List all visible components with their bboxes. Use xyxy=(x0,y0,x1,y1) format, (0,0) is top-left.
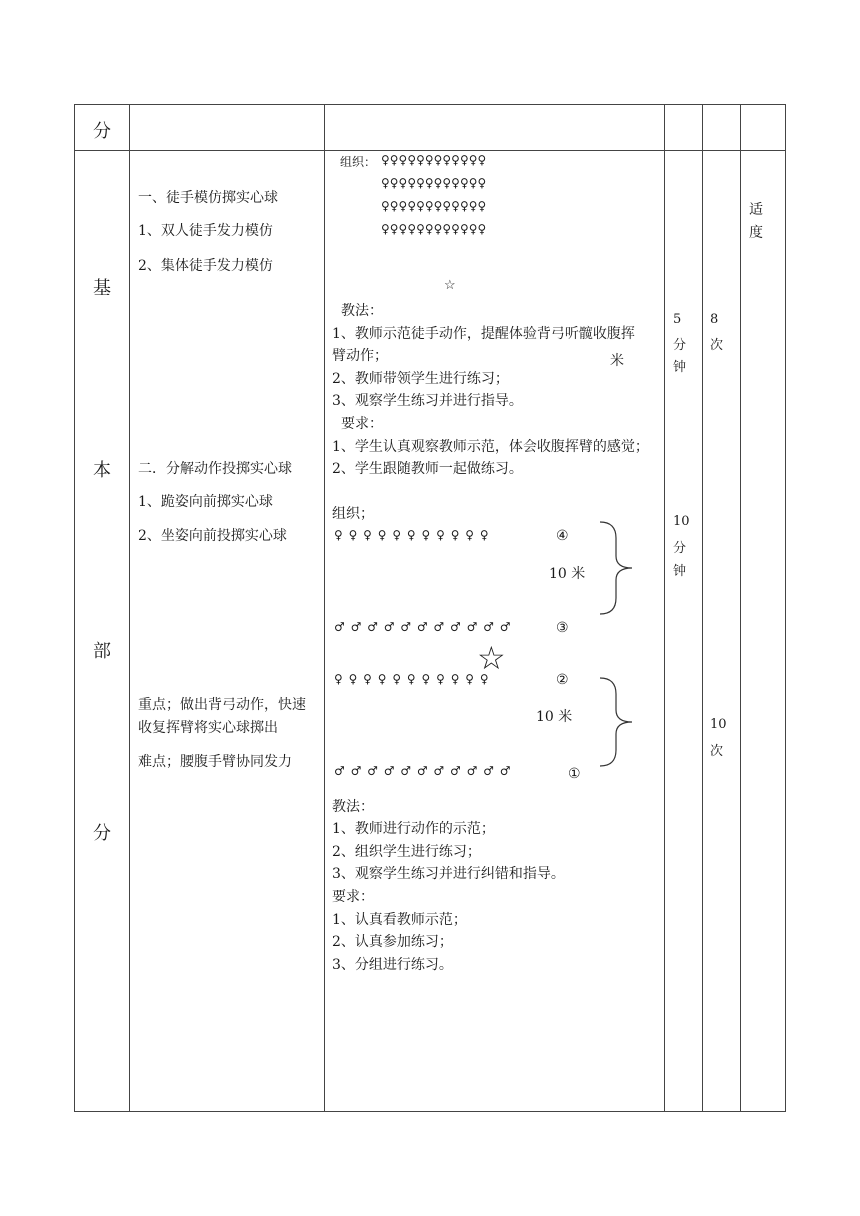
distance-label-bottom: 10 米 xyxy=(536,709,573,725)
section-label-char-2: 本 xyxy=(93,460,111,481)
time-2-number: 10 xyxy=(673,514,690,529)
rule-col6 xyxy=(785,104,786,1112)
rule-header-bottom xyxy=(74,150,786,151)
count-1-unit: 次 xyxy=(710,338,724,353)
time-1-unit-1: 分 xyxy=(673,338,687,353)
section-label-char-3: 部 xyxy=(93,641,111,662)
rule-col0 xyxy=(74,104,75,1112)
part2-title: 二．分解动作投掷实心球 xyxy=(138,461,292,477)
difficulty-point: 难点；腰腹手臂协同发力 xyxy=(138,754,292,770)
female-formation-row-4: ♀♀♀♀♀♀♀♀♀♀♀♀ xyxy=(381,222,487,236)
part2-item-1: 1、跪姿向前掷实心球 xyxy=(138,494,273,510)
rule-col2 xyxy=(324,104,325,1112)
count-2-number: 10 xyxy=(710,717,727,732)
method1-item-1a: 1、教师示范徒手动作，提醒体验背弓听髋收腹挥 xyxy=(332,326,635,342)
method2-item-1: 1、教师进行动作的示范； xyxy=(332,821,495,837)
intensity-char-2: 度 xyxy=(749,225,763,241)
rule-col4 xyxy=(702,104,703,1112)
group1-male-row: ♂ ♂ ♂ ♂ ♂ ♂ ♂ ♂ ♂ ♂ ♂ xyxy=(334,764,512,778)
method1-item-2: 2、教师带领学生进行练习； xyxy=(332,371,509,387)
req1-item-1: 1、学生认真观察教师示范，体会收腹挥臂的感觉； xyxy=(332,439,649,455)
group1-marker: ① xyxy=(568,766,581,782)
time-2-unit-2: 钟 xyxy=(673,564,687,579)
count-2-unit: 次 xyxy=(710,744,724,759)
brace-bottom xyxy=(598,676,638,768)
method2-item-3: 3、观察学生练习并进行纠错和指导。 xyxy=(332,866,565,882)
teacher-star-big-icon: ☆ xyxy=(477,639,506,677)
rule-top xyxy=(74,104,786,105)
group2-marker: ② xyxy=(556,672,569,688)
method1-item-3: 3、观察学生练习并进行指导。 xyxy=(332,393,523,409)
group3-marker: ③ xyxy=(556,620,569,636)
req2-item-3: 3、分组进行练习。 xyxy=(332,957,453,973)
rule-col1 xyxy=(129,104,130,1112)
intensity-char-1: 适 xyxy=(749,202,763,218)
part1-item-2: 2、集体徒手发力模仿 xyxy=(138,258,273,274)
req1-item-2: 2、学生跟随教师一起做练习。 xyxy=(332,461,523,477)
rule-col3 xyxy=(664,104,665,1112)
distance-label-top: 10 米 xyxy=(549,566,586,582)
female-formation-row-2: ♀♀♀♀♀♀♀♀♀♀♀♀ xyxy=(381,176,487,190)
method1-item-1b: 臂动作； xyxy=(332,348,388,364)
key-point-line-1: 重点；做出背弓动作，快速 xyxy=(138,697,306,713)
count-1-number: 8 xyxy=(710,312,719,327)
rule-col5 xyxy=(740,104,741,1112)
time-1-unit-2: 钟 xyxy=(673,360,687,375)
time-1-number: 5 xyxy=(673,312,682,327)
female-formation-row-1: ♀♀♀♀♀♀♀♀♀♀♀♀ xyxy=(381,153,487,167)
female-formation-row-3: ♀♀♀♀♀♀♀♀♀♀♀♀ xyxy=(381,199,487,213)
part2-item-2: 2、坐姿向前投掷实心球 xyxy=(138,528,287,544)
method1-mi: 米 xyxy=(610,353,624,369)
method2-item-2: 2、组织学生进行练习； xyxy=(332,844,481,860)
group2-female-row: ♀ ♀ ♀ ♀ ♀ ♀ ♀ ♀ ♀ ♀ ♀ xyxy=(334,672,490,686)
group3-male-row: ♂ ♂ ♂ ♂ ♂ ♂ ♂ ♂ ♂ ♂ ♂ xyxy=(334,620,512,634)
org1-label: 组织： xyxy=(340,155,377,169)
req1-label: 要求： xyxy=(341,416,383,432)
group4-female-row: ♀ ♀ ♀ ♀ ♀ ♀ ♀ ♀ ♀ ♀ ♀ xyxy=(334,528,490,542)
part1-title: 一、徒手模仿掷实心球 xyxy=(138,190,278,206)
key-point-line-2: 收复挥臂将实心球掷出 xyxy=(138,720,278,736)
method2-label: 教法： xyxy=(332,799,374,815)
brace-top xyxy=(598,520,638,616)
section-label-char-4: 分 xyxy=(93,823,111,844)
org2-label: 组织； xyxy=(332,506,374,522)
section-label-char-1: 基 xyxy=(93,278,111,299)
header-section-char: 分 xyxy=(93,121,111,142)
group4-marker: ④ xyxy=(556,528,569,544)
req2-item-1: 1、认真看教师示范； xyxy=(332,912,467,928)
method1-label: 教法： xyxy=(341,303,383,319)
req2-item-2: 2、认真参加练习； xyxy=(332,934,453,950)
teacher-star-small-icon: ☆ xyxy=(444,278,456,293)
part1-item-1: 1、双人徒手发力模仿 xyxy=(138,223,273,239)
rule-bottom xyxy=(74,1111,786,1112)
time-2-unit-1: 分 xyxy=(673,541,687,556)
req2-label: 要求： xyxy=(332,889,374,905)
